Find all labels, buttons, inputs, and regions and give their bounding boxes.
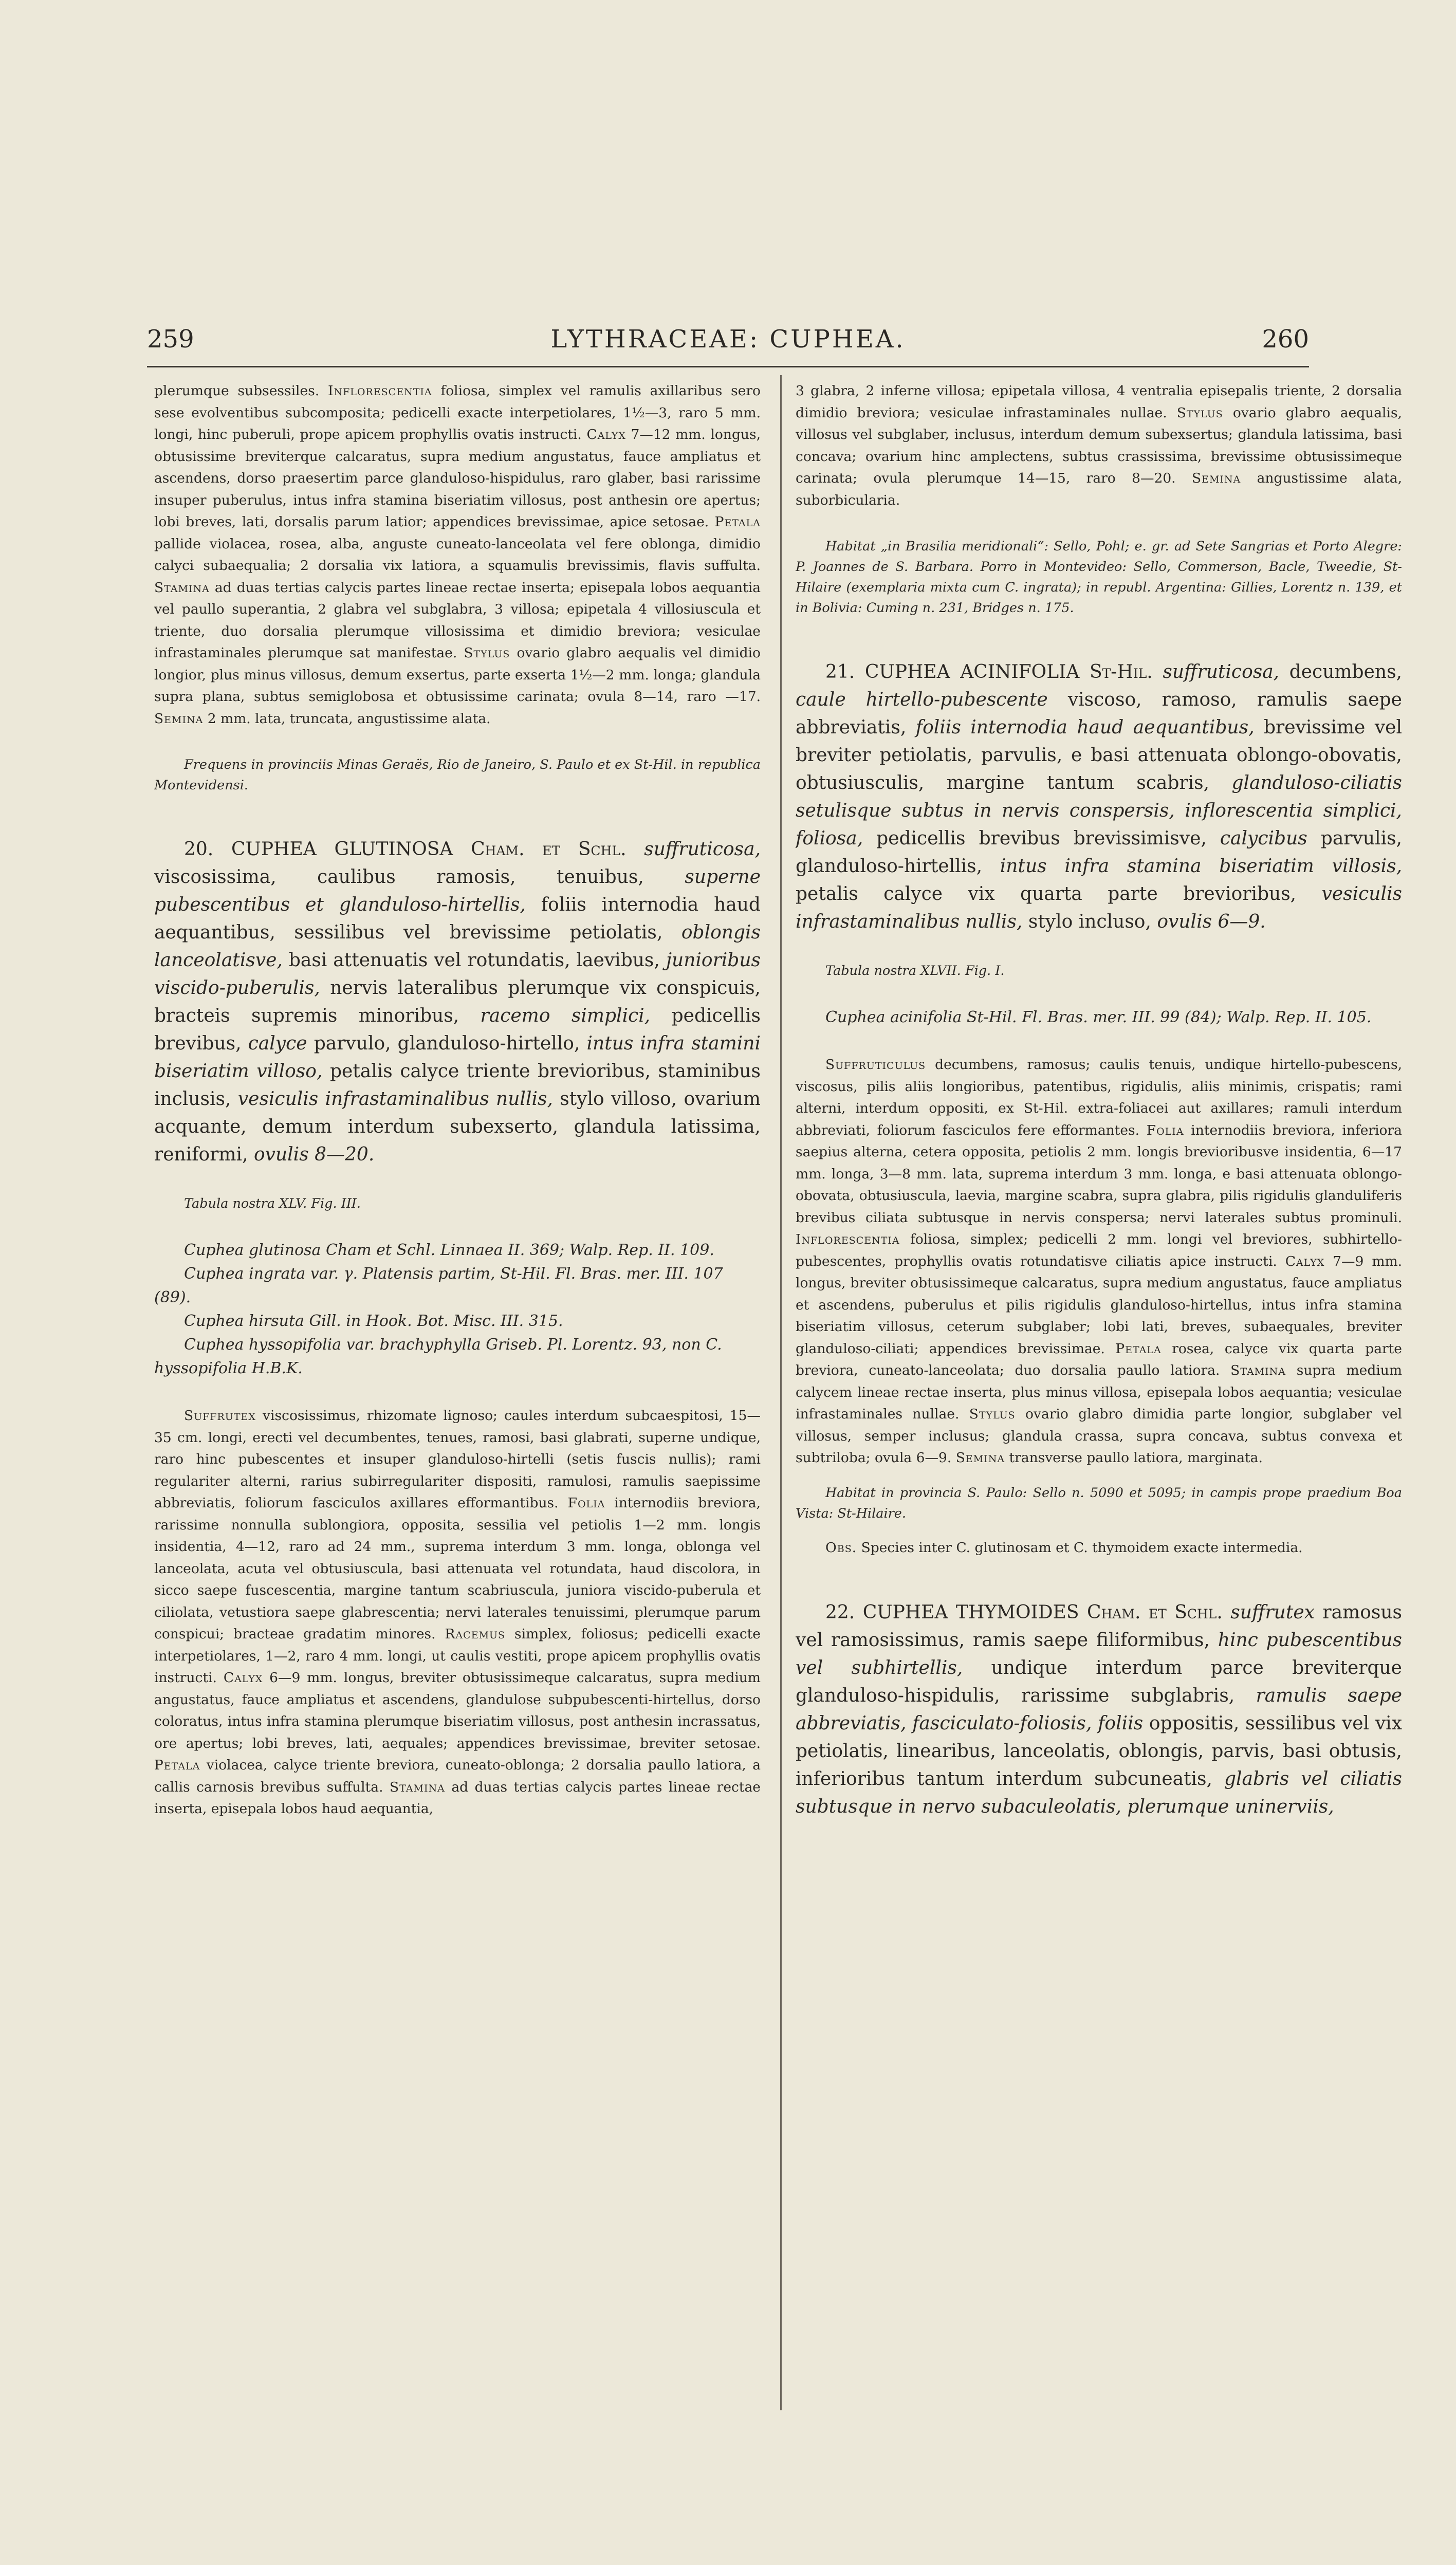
synonym: Cuphea acinifolia St-Hil. Fl. Bras. mer. III. 99 (84); Walp. Rep. II. 105.: [825, 1008, 1372, 1026]
synonym: Cuphea ingrata var. γ. Platensis partim, St-Hil. Fl. Bras. mer. III. 107 (89).: [154, 1265, 723, 1306]
species-21-description: Suffruticulus decumbens, ramosus; caulis tenuis, undique hirtello-pubescens, viscosus, pilis aliis longioribus, patentibus, rigidulis, aliis minimis, crispatis; rami alterni, interdum oppositi, ex St-Hil. extra-foliacei aut axillares; ramuli interdum abbreviati, foliorum fasciculos fere efformantes. Folia internodiis breviora, inferiora saepius alterna, cetera opposita, petiolis 2 mm. longis brevioribusve insidentia, 6—17 mm. longa, 3—8 mm. lata, suprema interdum 3 mm. longa, e basi attenuata oblongo-obovata, obtusiuscula, laevia, margine scabra, supra glabra, pilis rigidulis glanduliferis brevibus ciliata subtusque in nervis conspersa; nervi laterales subtus prominuli. Inflorescentia foliosa, simplex; pedicelli 2 mm. longi vel breviores, subhirtello-pubescentes, prophyllis ovatis rotundatisve ciliatis apice instructi. Calyx 7—9 mm. longus, breviter obtusissimeque calcaratus, supra medium angustatus, fauce ampliatus et ascendens, puberulus et pilis rigidulis glanduloso-hirtellus, intus infra stamina biseriatim villosus, ceterum subglaber; lobi lati, breves, subaequales, breviter glanduloso-ciliati; appendices brevissimae. Petala rosea, calyce vix quarta parte breviora, cuneato-lanceolata; duo dorsalia paullo latiora. Stamina supra medium calycem lineae rectae inserta, plus minus villosa, episepala lobos aequantia; vesiculae infrastaminales nullae. Stylus ovario glabro dimidia parte longior, subglaber vel villosus, semper inclusus; glandula crassa, supra concava, subtus convexa et subtriloba; ovula 6—9. Semina transverse paullo latiora, marginata.: [796, 1057, 1402, 1466]
synonym: Cuphea hyssopifolia var. brachyphylla Griseb. Pl. Lorentz. 93, non C. hyssopifolia H.B.K.: [154, 1336, 722, 1377]
species-21-heading: 21. CUPHEA ACINIFOLIA: [825, 661, 1090, 682]
species-20-diagnosis: 20. CUPHEA GLUTINOSA Cham. et Schl. suffruticosa, viscosissima, caulibus ramosis, tenuibus, superne pubescentibus et glanduloso-hirtellis, foliis internodia haud aequantibus, sessilibus vel brevissime petiolatis, oblongis lanceolatisve, basi attenuatis vel rotundatis, laevibus, junioribus viscido-puberulis, nervis lateralibus plerumque vix conspicuis, bracteis supremis minoribus, racemo simplici, pedicellis brevibus, calyce parvulo, glanduloso-hirtello, intus infra stamini biseriatim villoso, petalis calyce triente brevioribus, staminibus inclusis, vesiculis infrastaminalibus nullis, stylo villoso, ovarium acquante, demum interdum subexserto, glandula latissima, reniformi, ovulis 8—20.: [154, 839, 761, 1165]
continuation-description: plerumque subsessiles. Inflorescentia foliosa, simplex vel ramulis axillaribus sero sese evolventibus subcomposita; pedicelli exacte interpetiolares, 1½—3, raro 5 mm. longi, hinc puberuli, prope apicem prophyllis ovatis instructi. Calyx 7—12 mm. longus, obtusissime breviterque calcaratus, supra medium angustatus, fauce ampliatus et ascendens, dorso praesertim parce glanduloso-hispidulus, raro glaber, basi rarissime insuper puberulus, intus infra stamina biseriatim villosus, post anthesin ore apertus; lobi breves, lati, dorsalis parum latior; appendices brevissimae, apice setosae. Petala pallide violacea, rosea, alba, anguste cuneato-lanceolata vel fere oblonga, dimidio calyci subaequalia; 2 dorsalia vix latiora, a squamulis brevissimis, flavis suffulta. Stamina ad duas tertias calycis partes lineae rectae inserta; episepala lobos aequantia vel paullo superantia, 2 glabra vel subglabra, 3 villosa; epipetala 4 villosiuscula et triente, duo dorsalia plerumque villosissima et dimidio breviora; vesiculae infrastaminales plerumque sat manifestae. Stylus ovario glabro aequalis vel dimidio longior, plus minus villosus, demum exsertus, parte exserta 1½—2 mm. longa; glandula supra plana, subtus semiglobosa et obtusissime carinata; ovula 8—14, raro —17. Semina 2 mm. lata, truncata, angustissime alata.: [154, 383, 761, 727]
observation-note: Obs. Species inter C. glutinosam et C. thymoidem exacte intermedia.: [825, 1539, 1303, 1556]
left-column: [154, 380, 761, 2415]
running-title: LYTHRACEAE: CUPHEA.: [550, 325, 906, 354]
synonym: Cuphea glutinosa Cham et Schl. Linnaea II. 369; Walp. Rep. II. 109.: [184, 1241, 714, 1259]
habitat-note: Frequens in provinciis Minas Geraës, Rio de Janeiro, S. Paulo et ex St-Hil. in republica Montevidensi.: [154, 757, 761, 793]
page-number-right: 260: [1262, 325, 1309, 354]
species-21-diagnosis: 21. CUPHEA ACINIFOLIA St-Hil. suffruticosa, decumbens, caule hirtello-pubescente viscoso, ramoso, ramulis saepe abbreviatis, foliis internodia haud aequantibus, brevissime vel breviter petiolatis, parvulis, e basi attenuata oblongo-obovatis, obtusiusculis, margine tantum scabris, glanduloso-ciliatis setulisque subtus in nervis conspersis, inflorescentia simplici, foliosa, pedicellis brevibus brevissimisve, calycibus parvulis, glanduloso-hirtellis, intus infra stamina biseriatim villosis, petalis calyce vix quarta parte brevioribus, vesiculis infrastaminalibus nullis, stylo incluso, ovulis 6—9.: [796, 661, 1402, 932]
synonym: Cuphea hirsuta Gill. in Hook. Bot. Misc. III. 315.: [184, 1312, 563, 1330]
page-header: [147, 325, 1309, 356]
column-divider: [780, 375, 782, 2410]
page-number-left: 259: [147, 325, 194, 354]
species-20-heading: 20. CUPHEA GLUTINOSA: [184, 839, 471, 860]
continuation-description: 3 glabra, 2 inferne villosa; epipetala villosa, 4 ventralia episepalis triente, 2 dorsalia dimidio breviora; vesiculae infrastaminales nullae. Stylus ovario glabro aequalis, villosus vel subglaber, inclusus, interdum demum subexsertus; glandula latissima, basi concava; ovarium hinc amplectens, subtus crassissima, brevissime obtusissimeque carinata; ovula plerumque 14—15, raro 8—20. Semina angustissime alata, suborbicularia.: [796, 383, 1402, 508]
habitat-note: Habitat „in Brasilia meridionali“: Sello, Pohl; e. gr. ad Sete Sangrias et Porto Alegre: P. Joannes de S. Barbara. Porro in Montevideo: Sello, Commerson, Bacle, Tweedie, St-Hilaire (exemplaria mixta cum C. ingrata); in republ. Argentina: Gillies, Lorentz n. 139, et in Bolivia: Cuming n. 231, Bridges n. 175.: [796, 539, 1402, 616]
plate-reference: Tabula nostra XLV. Fig. III.: [184, 1196, 361, 1211]
habitat-note: Habitat in provincia S. Paulo: Sello n. 5090 et 5095; in campis prope praedium Boa Vista: St-Hilaire.: [796, 1485, 1402, 1521]
right-column: [796, 380, 1402, 2415]
species-22-diagnosis: 22. CUPHEA THYMOIDES Cham. et Schl. suffrutex ramosus vel ramosissimus, ramis saepe filiformibus, hinc pubescentibus vel subhirtellis, undique interdum parce breviterque glanduloso-hispidulis, rarissime subglabris, ramulis saepe abbreviatis, fasciculato-foliosis, foliis oppositis, sessilibus vel vix petiolatis, linearibus, lanceolatis, oblongis, parvis, basi obtusis, inferioribus tantum interdum subcuneatis, glabris vel ciliatis subtusque in nervo subaculeolatis, plerumque uninerviis,: [796, 1602, 1402, 1817]
header-rule: [147, 366, 1309, 367]
species-20-description: Suffrutex viscosissimus, rhizomate lignoso; caules interdum subcaespitosi, 15—35 cm. longi, erecti vel decumbentes, tenues, ramosi, basi glabrati, superne undique, raro hinc pubescentes et insuper glanduloso-hirtelli (setis fuscis nullis); rami regulariter alterni, rarius subirregulariter dispositi, ramulosi, ramulis saepissime abbreviatis, foliorum fasciculos axillares efformantibus. Folia internodiis breviora, rarissime nonnulla sublongiora, opposita, sessilia vel petiolis 1—2 mm. longis insidentia, 4—12, raro ad 24 mm., suprema interdum 3 mm. longa, oblonga vel lanceolata, acuta vel obtusiuscula, basi attenuata vel rotundata, haud discolora, in sicco saepe fuscescentia, margine tantum scabriuscula, juniora viscido-puberula et ciliolata, vetustiora saepe glabrescentia; nervi laterales tenuissimi, plerumque parum conspicui; bracteae gradatim minores. Racemus simplex, foliosus; pedicelli exacte interpetiolares, 1—2, raro 4 mm. longi, ut caulis vestiti, prope apicem prophyllis ovatis instructi. Calyx 6—9 mm. longus, breviter obtusissimeque calcaratus, supra medium angustatus, fauce ampliatus et ascendens, glandulose subpubescenti-hirtellus, dorso coloratus, intus infra stamina plerumque biseriatim villosus, post anthesin incrassatus, ore apertus; lobi breves, lati, aequales; appendices brevissimae, breviter setosae. Petala violacea, calyce triente breviora, cuneato-oblonga; 2 dorsalia paullo latiora, a callis carnosis brevibus suffulta. Stamina ad duas tertias calycis partes lineae rectae inserta, episepala lobos haud aequantia,: [154, 1408, 761, 1817]
species-22-heading: 22. CUPHEA THYMOIDES: [825, 1602, 1087, 1623]
plate-reference: Tabula nostra XLVII. Fig. I.: [825, 963, 1005, 979]
